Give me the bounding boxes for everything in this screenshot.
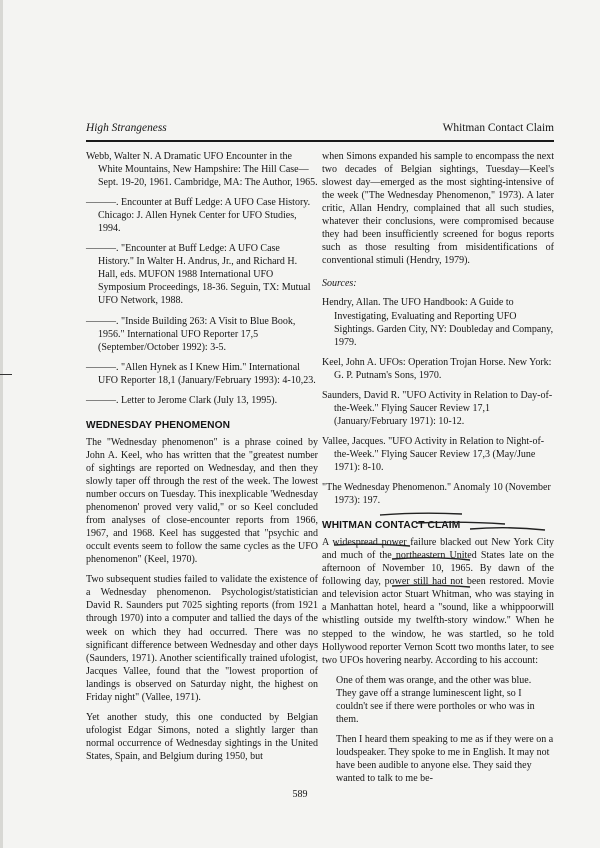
body-paragraph: Yet another study, this one conducted by Belgian ufologist Edgar Simons, noted a slightly larger than normal occurrence of Wednesday sightings in the United States, Spain, and Belgium during 1950, but [86, 711, 318, 762]
reference-entry: ———. Letter to Jerome Clark (July 13, 1995). [86, 394, 278, 406]
reference-entry: ———. "Inside Building 263: A Visit to Blue Book, 1956." International UFO Reporter 17,5 (September/October 1992): 3-5. [86, 315, 296, 353]
body-paragraph: Two subsequent studies failed to validate the existence of a Wednesday phenomenon. Psychologist/statistician David R. Saunders put 7025 sighting reports (from 1921 through 1970) into a computer and tallied the days of the week on which they had occurred. There was no significant difference between Wednesday and other days (Saunders, 1971). Another scientifically trained ufologist, Jacques Vallee, found that the "lowest proportion of landings is observed on Saturday night, the highest on Friday night" (Vallee, 1971). [86, 574, 318, 703]
reference-entry: ———. "Allen Hynek as I Knew Him." International UFO Reporter 18,1 (January/February 1993): 4-10,23. [86, 361, 316, 386]
block-quote: Then I heard them speaking to me as if they were on a loudspeaker. They spoke to me in English. It may not have been audible to anyone else. They said they wanted to talk to me be- [336, 733, 554, 784]
scan-edge-shadow [0, 0, 3, 848]
source-entry: Hendry, Allan. The UFO Handbook: A Guide to Investigating, Evaluating and Reporting UFO Sightings. Garden City, NY: Doubleday and Company, 1979. [322, 297, 554, 348]
source-entry: "The Wednesday Phenomenon." Anomaly 10 (November 1973): 197. [322, 482, 551, 507]
body-paragraph: when Simons expanded his sample to encompass the next two decades of Belgian sightings, Tuesday—Keel's slowest day—emerged as the most sighting-intensive of the week ("The Wednesday Phenomenon," 1973). A later critic, Allan Hendry, complained that all such studies, whatever their conclusions, were compromised because they had been insufficiently screened for bogus reports such as those resulting from misidentifications of conventional stimuli (Hendry, 1979). [322, 151, 554, 267]
source-entry: Keel, John A. UFOs: Operation Trojan Horse. New York: G. P. Putnam's Sons, 1970. [322, 356, 552, 381]
block-quote: One of them was orange, and the other was blue. They gave off a strange luminescent light, so I couldn't see if there were portholes or who was in them. [336, 674, 535, 725]
left-column [86, 150, 318, 770]
header-rule [86, 140, 554, 142]
section-heading-wednesday: WEDNESDAY PHENOMENON [86, 419, 231, 431]
page-number: 589 [292, 789, 308, 800]
source-entry: Vallee, Jacques. "UFO Activity in Relation to Night-of-the-Week." Flying Saucer Review 17,3 (May/June 1971): 8-10. [322, 435, 545, 473]
sources-label: Sources: [322, 278, 357, 290]
running-head [86, 121, 554, 135]
margin-mark [0, 374, 12, 375]
reference-entry: Webb, Walter N. A Dramatic UFO Encounter in the White Mountains, New Hampshire: The Hill Case—Sept. 19-20, 1961. Cambridge, MA: The Author, 1965. [86, 151, 318, 189]
body-paragraph: The "Wednesday phenomenon" is a phrase coined by John A. Keel, who has written that the "greatest number of sightings are reported on Wednesday, and then they slowly taper off through the rest of the week. The lowest number occurs on Tuesday. This inexplicable 'Wednesday phenomenon' proved very valid," or so Keel concluded from analyses of close-encounter reports from 1966, 1967, and 1968. Keel has suggested that "psychic and occult events seem to follow the same cycles as the UFO phenomenon" (Keel, 1970). [86, 436, 318, 566]
running-head-left: High Strangeness [86, 122, 167, 134]
source-entry: Saunders, David R. "UFO Activity in Relation to Day-of-the-Week." Flying Saucer Review 17,1 (January/February 1971): 10-12. [322, 389, 553, 427]
reference-entry: ———. "Encounter at Buff Ledge: A UFO Case History." In Walter H. Andrus, Jr., and Richard H. Hall, eds. MUFON 1988 International UFO Symposium Proceedings, 18-36. Seguin, TX: Mutual UFO Network, 1988. [86, 243, 311, 307]
body-paragraph: A widespread power failure blacked out New York City and much of the northeastern United States late on the afternoon of November 10, 1965. By dawn of the following day, power still had not been restored. Movie and television actor Stuart Whitman, who was staying in a Manhattan hotel, heard a "sound, like a whippoorwill whistling outside my twelfth-story window." When he stepped to the window, he was startled, so he told Hollywood reporter Vernon Scott two months later, to see two UFOs hovering nearby. According to his account: [322, 537, 554, 666]
right-column [322, 150, 554, 792]
section-heading-whitman: WHITMAN CONTACT CLAIM [322, 520, 461, 532]
reference-entry: ———. Encounter at Buff Ledge: A UFO Case History. Chicago: J. Allen Hynek Center for UFO Studies, 1994. [86, 197, 311, 235]
running-head-right: Whitman Contact Claim [442, 122, 554, 134]
